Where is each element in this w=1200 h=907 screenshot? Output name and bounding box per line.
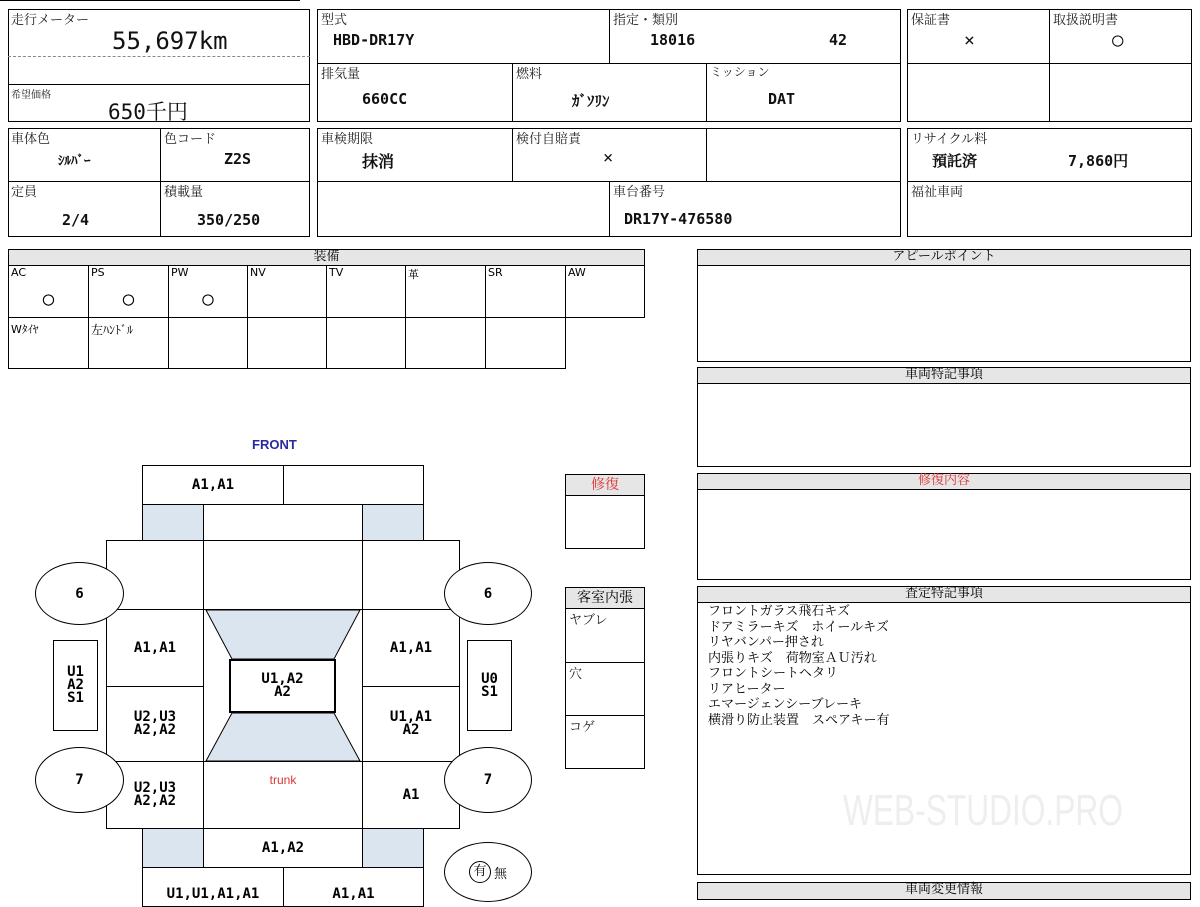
spare-no-mark: 無 (493, 866, 507, 882)
equip-sr: SR (485, 265, 566, 318)
spare-yes-mark: 有 (469, 861, 491, 883)
left-step: U1 A2 S1 (53, 640, 98, 731)
load-label: 積載量 (164, 185, 204, 200)
transmission-value: DAT (768, 90, 796, 108)
equip-empty-5 (326, 317, 406, 369)
interior-item-1: ヤブレ (565, 608, 645, 663)
hood-upper (203, 504, 363, 541)
equip-empty-7 (485, 317, 566, 369)
rear-panel: A1,A2 (203, 828, 363, 868)
roof: U1,A2 A2 (229, 659, 336, 713)
color-code-label: 色コード (164, 132, 217, 147)
displacement-label: 排気量 (321, 67, 361, 82)
equip-aw: AW (565, 265, 645, 318)
repair-body (565, 495, 645, 549)
insurance-label: 検付自賠責 (516, 132, 582, 147)
body-color-label: 車体色 (11, 132, 51, 147)
front-left-pillar (142, 504, 204, 541)
capacity-label: 定員 (11, 185, 38, 200)
transmission-label: ミッション (710, 65, 770, 79)
right-front-fender: A1,A1 (362, 609, 460, 687)
designation-value-2: 42 (829, 31, 848, 49)
change-info-header: 車両変更情報 (697, 882, 1191, 900)
left-front-door: U2,U3 A2,A2 (106, 686, 204, 762)
model-label: 型式 (321, 13, 348, 28)
vehicle-notes-header: 車両特記事項 (697, 367, 1191, 384)
interior-item-3: コゲ (565, 715, 645, 769)
odometer-value: 55,697km (112, 27, 228, 55)
recycle-amount: 7,860円 (1068, 152, 1129, 170)
equip-empty-3 (168, 317, 248, 369)
inspection-value: 抹消 (362, 152, 395, 171)
assessment-notes (708, 604, 889, 728)
inspection-label: 車検期限 (321, 132, 374, 147)
rear-right-pillar (362, 828, 424, 868)
assessment-line: リヤバンパー押され (708, 635, 824, 650)
recycle-status: 預託済 (932, 152, 978, 170)
repair-content-body (697, 489, 1191, 580)
assessment-line: フロントガラス飛石キズ (708, 604, 850, 619)
equip-left-handle: 左ﾊﾝﾄﾞﾙ (88, 317, 169, 369)
manual-value: ○ (1112, 29, 1124, 51)
price-label: 希望価格 (11, 90, 51, 101)
price-value: 650千円 (108, 100, 188, 124)
right-front-door: U1,A1 A2 (362, 686, 460, 762)
front-right-pillar (362, 504, 424, 541)
warranty-label: 保証書 (911, 13, 951, 28)
rear-bumper-left: U1,U1,A1,A1 (142, 867, 284, 907)
equipment-header: 装備 (8, 249, 645, 266)
manual-label: 取扱説明書 (1053, 13, 1119, 28)
front-bumper-right (283, 465, 424, 505)
spare-tire (444, 842, 532, 902)
equip-empty-6 (405, 317, 486, 369)
trunk: trunk (203, 761, 363, 829)
front-right-tire: 6 (444, 562, 532, 625)
chassis-value: DR17Y-476580 (624, 210, 733, 228)
assessment-line: ドアミラーキズ ホイールキズ (708, 619, 889, 635)
interior-item-2: 穴 (565, 662, 645, 716)
rear-bumper-right: A1,A1 (283, 867, 424, 907)
front-label: FRONT (252, 437, 297, 452)
assessment-line: 横滑り防止装置 スペアキー有 (708, 712, 890, 728)
equip-w-tire: Wﾀｲﾔ (8, 317, 89, 369)
rear-right-tire: 7 (444, 747, 532, 813)
odometer-label: 走行メーター (11, 13, 90, 28)
assessment-line: フロントシートヘタリ (708, 666, 839, 681)
equip-leather: 革 (405, 265, 486, 318)
windshield (206, 610, 360, 659)
body-color-value: ｼﾙﾊﾞｰ (58, 154, 91, 169)
repair-header: 修復 (565, 474, 645, 496)
equip-ps: PS ○ (88, 265, 169, 318)
left-front-fender: A1,A1 (106, 609, 204, 687)
capacity-value: 2/4 (62, 211, 90, 229)
equip-pw: PW ○ (168, 265, 248, 318)
equipment-grid (8, 265, 645, 369)
insurance-value: × (603, 148, 614, 168)
vehicle-notes-body (697, 383, 1191, 467)
equip-nv: NV (247, 265, 327, 318)
recycle-label: リサイクル料 (911, 132, 988, 147)
designation-label: 指定・類別 (613, 13, 679, 28)
front-bumper: A1,A1 (142, 465, 284, 505)
right-rear-quarter: A1 (362, 761, 460, 829)
left-rear-quarter: U2,U3 A2,A2 (106, 761, 204, 829)
appeal-body (697, 265, 1191, 362)
right-step: U0 S1 (467, 640, 512, 731)
front-left-tire: 6 (35, 562, 124, 625)
rear-window (206, 713, 360, 761)
assessment-line: エマージェンシーブレーキ (708, 697, 862, 712)
body-color-box (8, 128, 310, 237)
model-value: HBD-DR17Y (333, 31, 415, 49)
equip-tv: TV (326, 265, 406, 318)
appeal-header: アピールポイント (697, 249, 1191, 266)
assessment-line: リアヒーター (708, 681, 786, 697)
hood (203, 540, 363, 610)
fuel-value: ｶﾞｿﾘﾝ (572, 92, 610, 110)
interior-header: 客室内張 (565, 587, 645, 609)
color-code-value: Z2S (224, 150, 252, 168)
welfare-label: 福祉車両 (911, 185, 964, 200)
chassis-label: 車台番号 (613, 185, 666, 200)
warranty-value: × (964, 30, 975, 51)
assessment-line: 内張りキズ 荷物室ＡＵ汚れ (708, 650, 877, 666)
displacement-value: 660CC (362, 90, 408, 108)
designation-value-1: 18016 (650, 31, 696, 49)
rear-left-tire: 7 (35, 747, 124, 813)
fuel-label: 燃料 (516, 67, 543, 82)
load-value: 350/250 (197, 211, 261, 229)
equip-empty-4 (247, 317, 327, 369)
rear-left-pillar (142, 828, 204, 868)
watermark: WEB-STUDIO.PRO (843, 786, 1123, 835)
equip-ac: AC ○ (8, 265, 89, 318)
assessment-header: 査定特記事項 (697, 586, 1191, 603)
repair-content-header: 修復内容 (697, 473, 1191, 490)
